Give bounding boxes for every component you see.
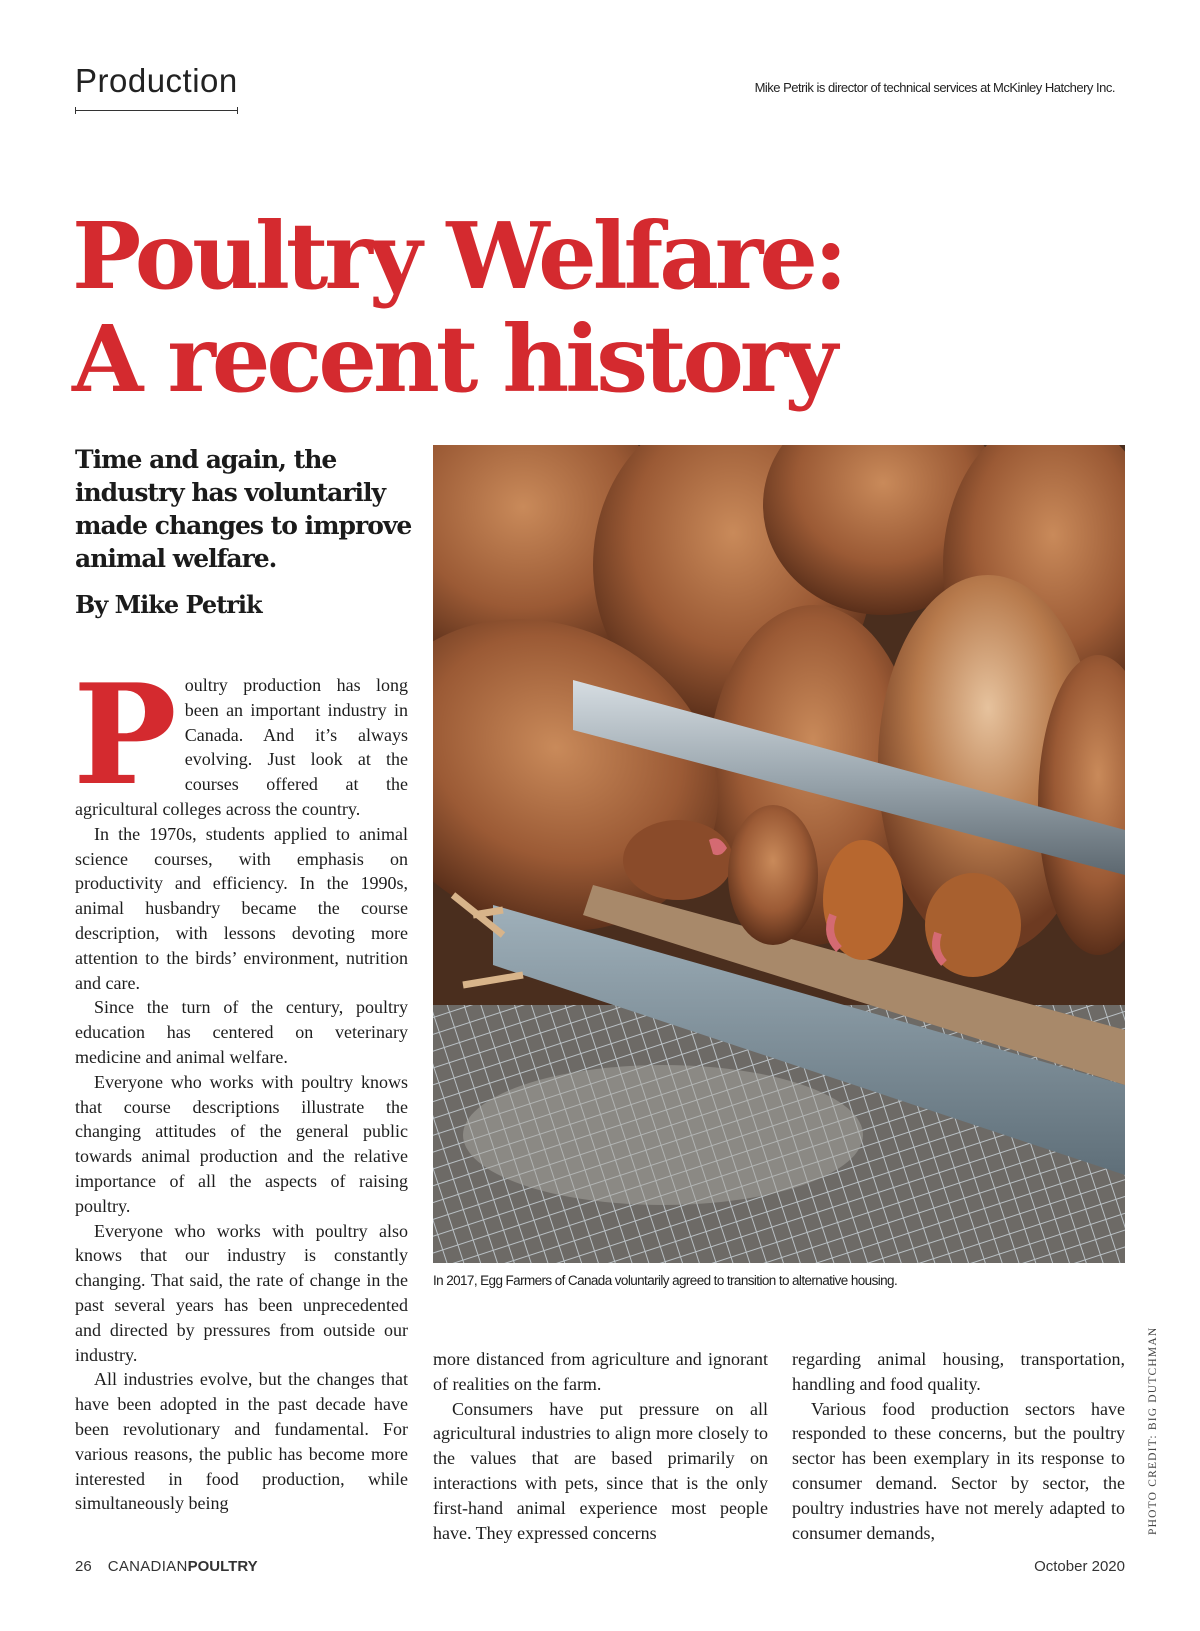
paragraph xyxy=(73,653,408,822)
magazine-title: POULTRY xyxy=(187,1558,258,1575)
byline: By Mike Petrik xyxy=(75,590,262,619)
author-note: Mike Petrik is director of technical services at McKinley Hatchery Inc. xyxy=(754,80,1115,95)
paragraph: regarding animal housing, transportation, handling and food quality. xyxy=(792,1349,1125,1394)
issue-date: October 2020 xyxy=(1034,1558,1125,1575)
paragraph: In the 1970s, students applied to animal science courses, with emphasis on productivity and efficiency. In the 1990s, animal husbandry became the course description, with lessons devoting more attention to the birds’ environment, nutrition and care. xyxy=(75,823,408,993)
photo-caption: In 2017, Egg Farmers of Canada voluntarily agreed to transition to alternative housing. xyxy=(433,1273,898,1288)
paragraph: Everyone who works with poultry also knows that our industry is constantly changing. That said, the rate of change in the past several years has been unprecedented and directed by pressures from outside our industry. xyxy=(75,1220,408,1365)
photo-credit: PHOTO CREDIT: BIG DUTCHMAN xyxy=(1147,1326,1159,1535)
section-label: Production xyxy=(75,62,238,99)
article-photo xyxy=(433,445,1125,1263)
hens-feeding-illustration xyxy=(433,445,1125,1263)
paragraph-text: oultry production has long been an important industry in Canada. And it’s always evolving. Just look at the courses offered at the agricultural colleges across the country. xyxy=(75,675,408,819)
page-number: 26 xyxy=(75,1558,92,1575)
paragraph: Since the turn of the century, poultry education has centered on veterinary medicine and animal welfare. xyxy=(75,997,408,1067)
title-line-1: Poultry Welfare: xyxy=(72,202,844,310)
paragraph: Consumers have put pressure on all agricultural industries to align more closely to the values that are based primarily on interactions with pets, since that is the only first-hand animal experience most people have. They expressed concerns xyxy=(433,1398,768,1543)
article-deck: Time and again, the industry has voluntarily made changes to improve animal welfare. xyxy=(75,445,412,573)
drop-cap: P xyxy=(73,653,175,816)
paragraph: Everyone who works with poultry knows that course descriptions illustrate the changing attitudes of the general public towards animal production and the relative importance of all the aspects of raising poultry. xyxy=(75,1071,408,1216)
magazine-prefix: CANADIAN xyxy=(107,1558,188,1575)
paragraph: All industries evolve, but the changes that have been adopted in the past decade have been revolutionary and fundamental. For various reasons, the public has become more interested in food production, while simultaneously being xyxy=(75,1369,408,1514)
article-title xyxy=(72,202,1122,413)
body-column-3 xyxy=(792,1347,1125,1545)
paragraph: Various food production sectors have responded to these concerns, but the poultry sector has been exemplary in its response to consumer demand. Sector by sector, the poultry industries have not merely adapted to consumer demands, xyxy=(792,1398,1125,1543)
title-line-2: A recent history xyxy=(72,305,834,413)
paragraph: more distanced from agriculture and ignorant of realities on the farm. xyxy=(433,1349,768,1394)
section-rule xyxy=(75,110,238,111)
magazine-name xyxy=(108,1558,258,1575)
body-column-2 xyxy=(433,1347,768,1545)
page-folio xyxy=(75,1558,258,1575)
body-column-1 xyxy=(73,653,408,1516)
